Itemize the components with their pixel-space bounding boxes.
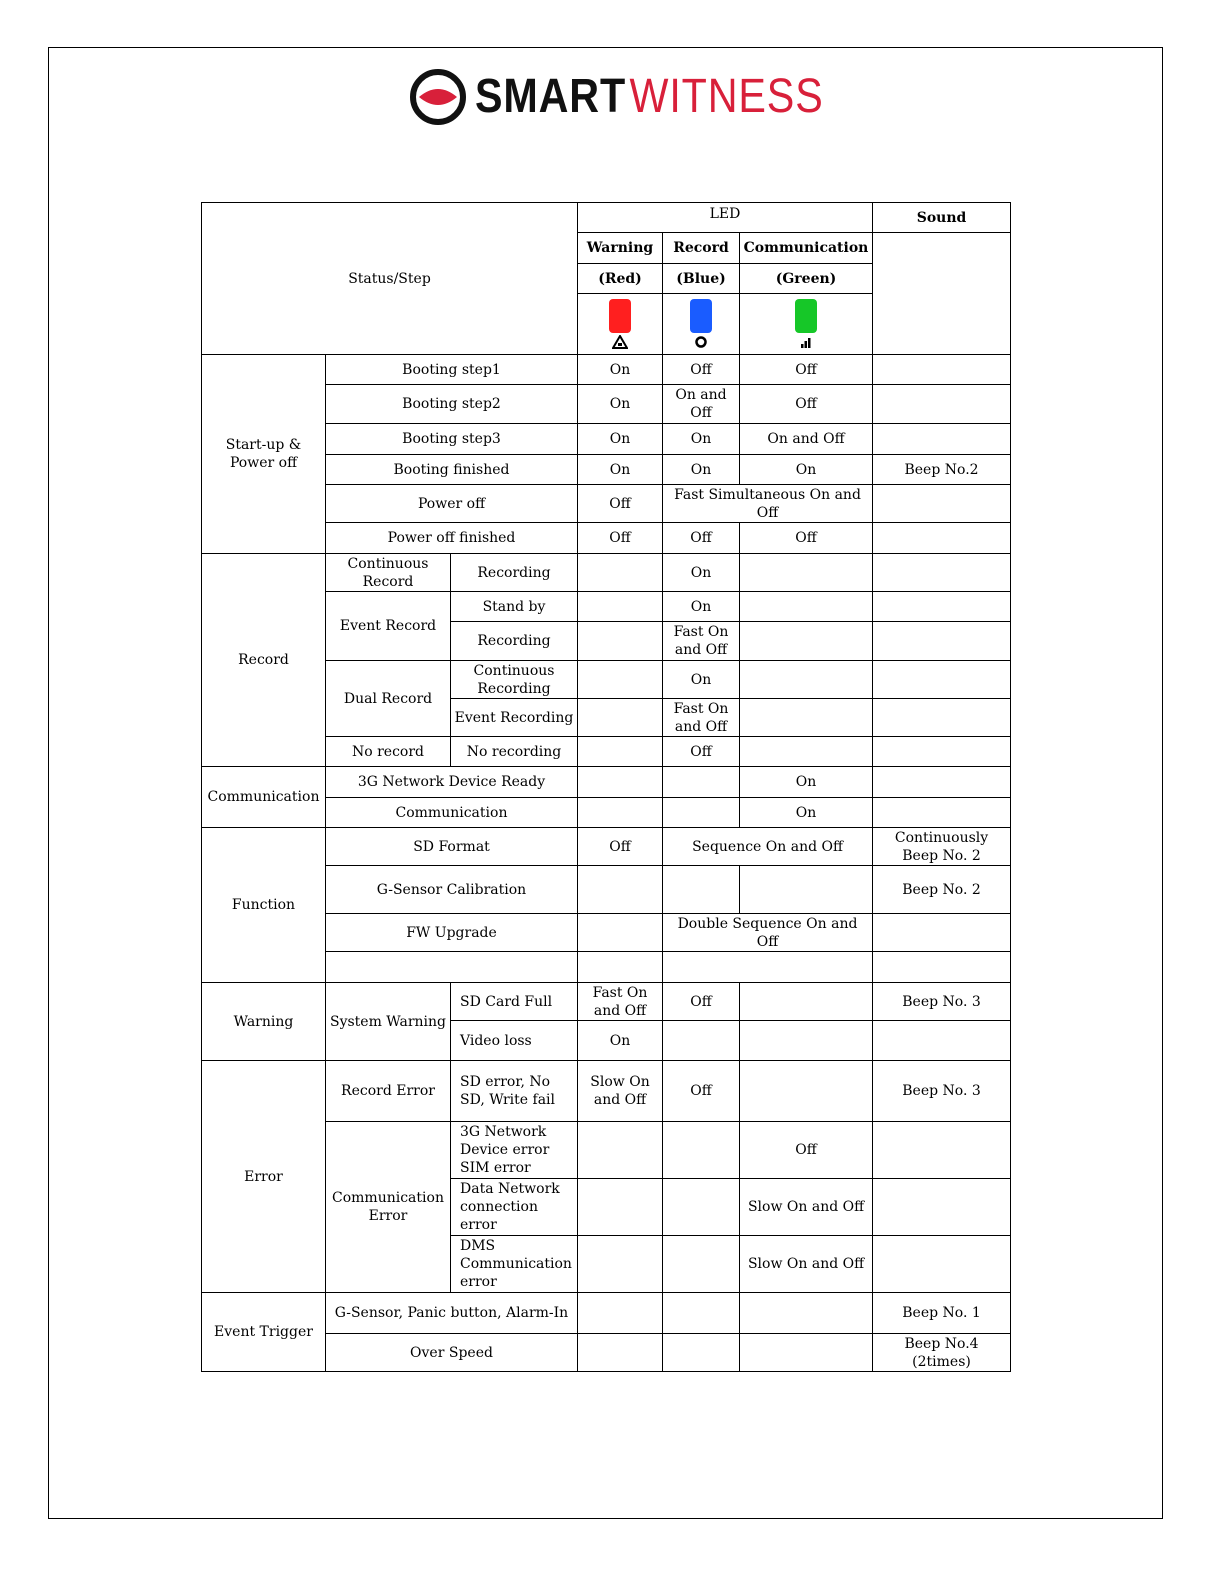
sound-value — [873, 385, 1011, 424]
row-sublabel: SD Card Full — [451, 983, 578, 1021]
sound-value — [873, 485, 1011, 523]
warning-value — [578, 1122, 663, 1179]
warning-value — [578, 767, 663, 798]
communication-value: Off — [740, 1122, 873, 1179]
table-row — [202, 767, 1011, 798]
row-label — [326, 952, 578, 983]
record-communication-value: Sequence On and Off — [663, 828, 873, 866]
record-value — [663, 767, 740, 798]
warning-value — [578, 798, 663, 828]
record-value — [663, 1334, 740, 1372]
row-sublabel: No recording — [451, 737, 578, 767]
record-value — [663, 798, 740, 828]
header-sound-blank — [873, 233, 1011, 355]
sound-value: Beep No. 3 — [873, 1061, 1011, 1122]
row-label: Continuous Record — [326, 554, 451, 592]
sound-value — [873, 661, 1011, 699]
sound-value: Beep No.4 (2times) — [873, 1334, 1011, 1372]
row-label: Power off finished — [326, 523, 578, 554]
warning-value — [578, 699, 663, 737]
table-row — [202, 1061, 1011, 1122]
header-blue: (Blue) — [663, 264, 740, 294]
record-value — [663, 1179, 740, 1236]
table-row — [202, 355, 1011, 385]
logo-eye-icon — [409, 68, 467, 126]
communication-value — [740, 622, 873, 661]
record-communication-value — [663, 952, 873, 983]
sound-value — [873, 355, 1011, 385]
row-label: Power off — [326, 485, 578, 523]
record-value — [663, 1021, 740, 1061]
record-value: On — [663, 424, 740, 455]
warning-value — [578, 1179, 663, 1236]
row-label: G-Sensor Calibration — [326, 866, 578, 914]
record-value: Off — [663, 737, 740, 767]
record-circle-icon — [693, 335, 709, 349]
row-sublabel: DMS Communication error — [451, 1236, 578, 1293]
communication-value — [740, 1293, 873, 1334]
row-sublabel: SD error, No SD, Write fail — [451, 1061, 578, 1122]
record-value: On — [663, 592, 740, 622]
header-warning: Warning — [578, 233, 663, 264]
warning-value: On — [578, 455, 663, 485]
warning-value — [578, 737, 663, 767]
row-label: Event Record — [326, 592, 451, 661]
sound-value: Continuously Beep No. 2 — [873, 828, 1011, 866]
signal-bars-icon — [798, 335, 814, 349]
communication-value — [740, 699, 873, 737]
sound-value — [873, 1179, 1011, 1236]
warning-value: Fast On and Off — [578, 983, 663, 1021]
sound-value — [873, 798, 1011, 828]
row-label: G-Sensor, Panic button, Alarm-In — [326, 1293, 578, 1334]
row-sublabel: Video loss — [451, 1021, 578, 1061]
warning-value — [578, 622, 663, 661]
warning-value: On — [578, 1021, 663, 1061]
communication-value: Off — [740, 355, 873, 385]
row-sublabel: Data Network connection error — [451, 1179, 578, 1236]
row-sublabel: Event Recording — [451, 699, 578, 737]
communication-value: Slow On and Off — [740, 1179, 873, 1236]
sound-value — [873, 1236, 1011, 1293]
header-status-step: Status/Step — [202, 203, 578, 355]
warning-value: On — [578, 355, 663, 385]
smartwitness-logo — [409, 66, 880, 128]
row-label: No record — [326, 737, 451, 767]
sound-value — [873, 592, 1011, 622]
header-record: Record — [663, 233, 740, 264]
table-row — [202, 554, 1011, 592]
communication-value — [740, 1021, 873, 1061]
sound-value — [873, 952, 1011, 983]
sound-value — [873, 523, 1011, 554]
row-label: 3G Network Device Ready — [326, 767, 578, 798]
record-value: Off — [663, 523, 740, 554]
communication-value — [740, 592, 873, 622]
row-label: Booting step1 — [326, 355, 578, 385]
record-value — [663, 1122, 740, 1179]
header-communication: Communication — [740, 233, 873, 264]
sound-value — [873, 737, 1011, 767]
warning-led-cell — [578, 294, 663, 355]
warning-value: On — [578, 424, 663, 455]
group-warning: Warning — [202, 983, 326, 1061]
warning-value — [578, 1334, 663, 1372]
row-label: System Warning — [326, 983, 451, 1061]
logo-text-witness: WITNESS — [629, 70, 824, 123]
logo-text-smart: SMART — [475, 70, 627, 123]
row-label: Dual Record — [326, 661, 451, 737]
header-sound: Sound — [873, 203, 1011, 233]
sound-value — [873, 767, 1011, 798]
record-communication-value: Fast Simultaneous On and Off — [663, 485, 873, 523]
communication-value: On — [740, 798, 873, 828]
row-label: Booting finished — [326, 455, 578, 485]
row-label: Communication Error — [326, 1122, 451, 1293]
warning-triangle-icon — [612, 335, 628, 349]
group-startup: Start-up & Power off — [202, 355, 326, 554]
row-sublabel: Stand by — [451, 592, 578, 622]
row-label: Booting step3 — [326, 424, 578, 455]
group-record: Record — [202, 554, 326, 767]
communication-value — [740, 737, 873, 767]
header-green: (Green) — [740, 264, 873, 294]
record-value: On — [663, 455, 740, 485]
warning-value — [578, 914, 663, 952]
record-value: On and Off — [663, 385, 740, 424]
record-value: On — [663, 554, 740, 592]
record-value: Fast On and Off — [663, 622, 740, 661]
record-communication-value: Double Sequence On and Off — [663, 914, 873, 952]
warning-value: Off — [578, 828, 663, 866]
row-label: Communication — [326, 798, 578, 828]
row-sublabel: Recording — [451, 554, 578, 592]
communication-value: On — [740, 767, 873, 798]
communication-value: On and Off — [740, 424, 873, 455]
communication-value: Off — [740, 385, 873, 424]
row-label: SD Format — [326, 828, 578, 866]
row-sublabel: Recording — [451, 622, 578, 661]
sound-value: Beep No.2 — [873, 455, 1011, 485]
communication-led-cell — [740, 294, 873, 355]
table-row — [202, 1293, 1011, 1334]
communication-value: Off — [740, 523, 873, 554]
group-error: Error — [202, 1061, 326, 1293]
communication-value — [740, 1061, 873, 1122]
header-led: LED — [578, 203, 873, 233]
communication-value: On — [740, 455, 873, 485]
sound-value — [873, 1021, 1011, 1061]
warning-value — [578, 1293, 663, 1334]
communication-value — [740, 866, 873, 914]
table-row — [202, 983, 1011, 1021]
communication-led-lamp — [795, 299, 817, 333]
row-sublabel: Continuous Recording — [451, 661, 578, 699]
communication-value — [740, 983, 873, 1021]
warning-value — [578, 952, 663, 983]
sound-value — [873, 1122, 1011, 1179]
row-label: Booting step2 — [326, 385, 578, 424]
record-led-lamp — [690, 299, 712, 333]
record-value: On — [663, 661, 740, 699]
sound-value: Beep No. 2 — [873, 866, 1011, 914]
record-led-cell — [663, 294, 740, 355]
row-label: FW Upgrade — [326, 914, 578, 952]
sound-value — [873, 914, 1011, 952]
table-row — [202, 828, 1011, 866]
group-event-trigger: Event Trigger — [202, 1293, 326, 1372]
warning-value — [578, 1236, 663, 1293]
warning-value: On — [578, 385, 663, 424]
communication-value — [740, 661, 873, 699]
row-label: Record Error — [326, 1061, 451, 1122]
warning-value — [578, 592, 663, 622]
record-value — [663, 1236, 740, 1293]
communication-value — [740, 1334, 873, 1372]
sound-value: Beep No. 3 — [873, 983, 1011, 1021]
communication-value — [740, 554, 873, 592]
record-value: Fast On and Off — [663, 699, 740, 737]
row-label: Over Speed — [326, 1334, 578, 1372]
record-value — [663, 866, 740, 914]
sound-value — [873, 554, 1011, 592]
row-sublabel: 3G Network Device error SIM error — [451, 1122, 578, 1179]
record-value: Off — [663, 1061, 740, 1122]
group-communication: Communication — [202, 767, 326, 828]
sound-value — [873, 622, 1011, 661]
sound-value — [873, 699, 1011, 737]
warning-value: Off — [578, 523, 663, 554]
warning-value: Slow On and Off — [578, 1061, 663, 1122]
warning-value: Off — [578, 485, 663, 523]
warning-value — [578, 866, 663, 914]
warning-led-lamp — [609, 299, 631, 333]
group-function: Function — [202, 828, 326, 983]
record-value: Off — [663, 355, 740, 385]
record-value: Off — [663, 983, 740, 1021]
led-status-table — [201, 202, 1011, 1372]
sound-value — [873, 424, 1011, 455]
header-red: (Red) — [578, 264, 663, 294]
communication-value: Slow On and Off — [740, 1236, 873, 1293]
warning-value — [578, 661, 663, 699]
sound-value: Beep No. 1 — [873, 1293, 1011, 1334]
warning-value — [578, 554, 663, 592]
record-value — [663, 1293, 740, 1334]
